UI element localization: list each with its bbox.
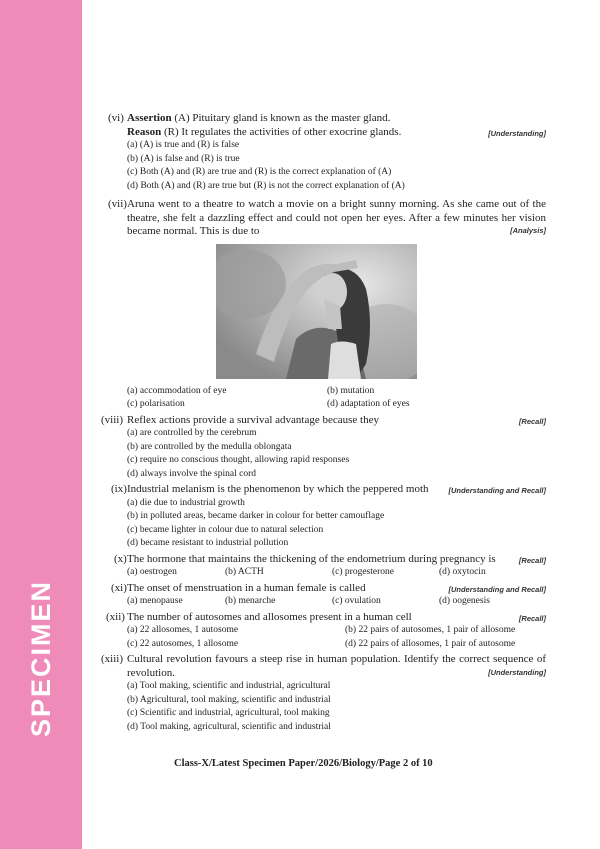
option: (d) adaptation of eyes <box>327 399 410 409</box>
question-number: (viii) <box>101 413 123 426</box>
skill-tag: [Understanding] <box>488 667 546 677</box>
option: (c) polarisation <box>127 399 185 409</box>
assertion-label: Assertion <box>127 112 172 124</box>
option: (d) oogenesis <box>439 596 490 606</box>
reason-label: Reason <box>127 125 162 138</box>
skill-tag: [Recall] <box>518 555 546 565</box>
question-xi <box>108 582 546 609</box>
option: (c) ovulation <box>332 596 381 606</box>
option: (a) Tool making, scientific and industrial, agricultural <box>127 681 331 691</box>
option: (d) Both (A) and (R) are true but (R) is not the correct explanation of (A) <box>127 180 405 191</box>
question-vi <box>108 112 546 198</box>
question-text: The hormone that maintains the thickening of the endometrium during pregnancy is <box>127 552 496 565</box>
question-number: (vii) <box>108 198 127 210</box>
skill-tag: [Recall] <box>518 613 546 623</box>
specimen-watermark: SPECIMEN <box>26 579 56 737</box>
skill-tag: [Recall] <box>518 416 546 426</box>
option: (c) progesterone <box>332 567 394 577</box>
question-text: The onset of menstruation in a human female is called <box>127 581 366 594</box>
question-number: (ix) <box>111 483 127 495</box>
option: (b) menarche <box>225 596 276 606</box>
option: (b) Agricultural, tool making, scientific and industrial <box>127 694 331 705</box>
question-number: (xi) <box>111 581 127 594</box>
option: (d) became resistant to industrial pollution <box>127 538 289 548</box>
question-viii <box>101 413 546 482</box>
question-list <box>101 112 546 734</box>
option: (a) die due to industrial growth <box>127 497 245 508</box>
question-xiii <box>101 653 546 734</box>
option: (a) oestrogen <box>127 567 177 577</box>
option: (c) 22 autosomes, 1 allosome <box>127 638 239 649</box>
photo-illustration <box>216 244 417 379</box>
option: (a) are controlled by the cerebrum <box>127 428 257 438</box>
option: (c) Scientific and industrial, agricultural, tool making <box>127 708 330 718</box>
option: (b) ACTH <box>225 567 264 577</box>
option: (d) oxytocin <box>439 567 486 577</box>
option: (b) in polluted areas, became darker in colour for better camouflage <box>127 511 385 521</box>
option: (d) 22 pairs of allosomes, 1 pair of autosome <box>345 638 516 649</box>
assertion-text: (A) Pituitary gland is known as the master gland. <box>171 112 391 124</box>
question-text: Industrial melanism is the phenomenon by which the peppered moth <box>127 483 429 495</box>
option: (b) are controlled by the medulla oblongata <box>127 441 292 452</box>
skill-tag: [Understanding and Recall] <box>448 584 546 594</box>
woman-shading-eyes-photo <box>216 244 417 379</box>
option: (c) became lighter in colour due to natural selection <box>127 524 324 535</box>
option: (a) 22 allosomes, 1 autosome <box>127 625 239 635</box>
question-number: (x) <box>114 552 127 565</box>
skill-tag: [Understanding and Recall] <box>448 486 546 495</box>
question-xii <box>108 611 546 652</box>
option: (d) Tool making, agricultural, scientific and industrial <box>127 721 331 732</box>
specimen-sidebar <box>0 0 82 849</box>
reason-text: (R) It regulates the activities of other exocrine glands. <box>161 125 402 138</box>
question-x <box>108 553 546 580</box>
option: (b) (A) is false and (R) is true <box>127 153 240 164</box>
option: (a) (A) is true and (R) is false <box>127 140 240 150</box>
skill-tag: [Understanding] <box>488 128 546 138</box>
skill-tag: [Analysis] <box>510 226 546 235</box>
question-text: Reflex actions provide a survival advantage because they <box>127 413 379 426</box>
option: (c) require no conscious thought, allowing rapid responses <box>127 455 350 465</box>
option: (a) menopause <box>127 596 183 606</box>
question-text: Cultural revolution favours a steep rise in human population. Identify the correct sequence of revolution. <box>127 653 546 679</box>
option: (c) Both (A) and (R) are true and (R) is the correct explanation of (A) <box>127 167 392 177</box>
question-vii <box>108 198 546 412</box>
option: (b) 22 pairs of autosomes, 1 pair of allosome <box>345 625 516 635</box>
option: (d) always involve the spinal cord <box>127 468 257 479</box>
question-number: (vi) <box>108 112 124 124</box>
question-text: The number of autosomes and allosomes present in a human cell <box>127 610 412 623</box>
option: (b) mutation <box>327 385 375 396</box>
question-ix <box>108 483 546 551</box>
question-number: (xiii) <box>101 653 123 665</box>
page-footer: Class-X/Latest Specimen Paper/2026/Biology/Page 2 of 10 <box>174 758 433 769</box>
question-number: (xii) <box>106 610 125 623</box>
option: (a) accommodation of eye <box>127 385 227 396</box>
question-text: Aruna went to a theatre to watch a movie on a bright sunny morning. As she came out of the theatre, she felt a dazzling effect and could not open her eyes. After a few minutes her vision became normal. This is due to <box>127 198 546 237</box>
